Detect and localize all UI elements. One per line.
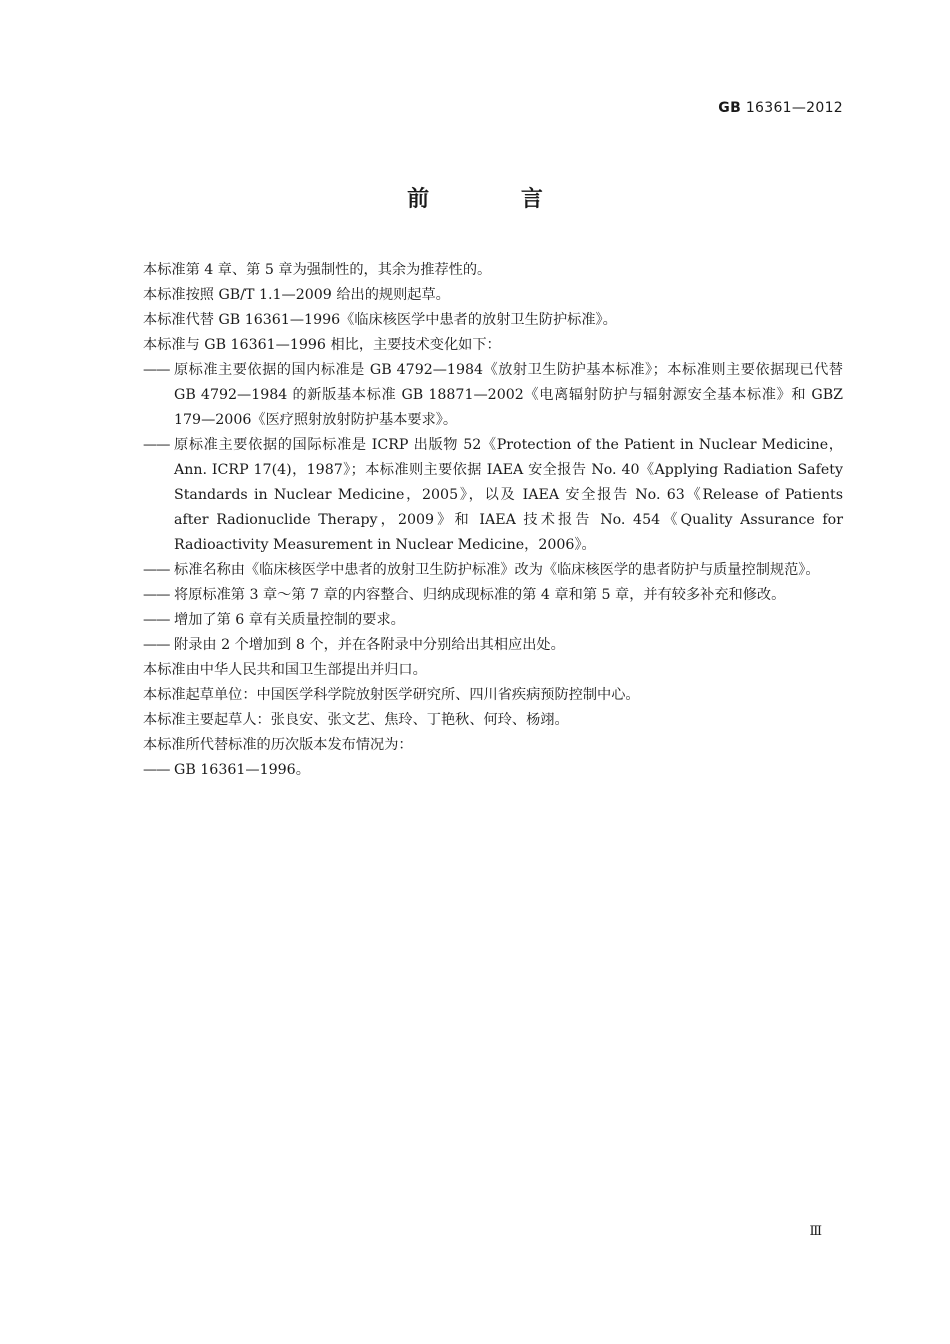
paragraph-drafting-rules: 本标准按照 GB/T 1.1—2009 给出的规则起草。 xyxy=(143,287,450,303)
change-item-text: 原标准主要依据的国际标准是 ICRP 出版物 52《Protection of the Patient in Nuclear Medicine，Ann. ICRP 17(4)，1987》；本标准则主要依据 IAEA 安全报告 No. 40《Applying Radiation Safety Standards in Nuclear Medicine，2005》，以及 IAEA 安全报告 No. 63《Release of Patients after Radionuclide Therapy，2009》和 IAEA 技术报告 No. 454《Quality Assurance for Radioactivity Measurement in Nuclear Medicine，2006》。 xyxy=(174,437,843,553)
paragraph-replaces: 本标准代替 GB 16361—1996《临床核医学中患者的放射卫生防护标准》。 xyxy=(143,312,617,328)
item-dash: —— xyxy=(143,637,170,653)
item-dash: —— xyxy=(143,562,170,578)
item-dash: —— xyxy=(143,612,170,628)
change-item-appendices xyxy=(143,633,843,658)
paragraph-changes-intro: 本标准与 GB 16361—1996 相比，主要技术变化如下： xyxy=(143,337,501,353)
change-item-domestic-basis xyxy=(143,358,843,433)
item-dash: —— xyxy=(143,362,170,378)
item-dash: —— xyxy=(143,587,170,603)
paragraph-mandatory-chapters: 本标准第 4 章、第 5 章为强制性的，其余为推荐性的。 xyxy=(143,262,492,278)
page-title: 前 言 xyxy=(407,187,585,212)
change-item-text: 标准名称由《临床核医学中患者的放射卫生防护标准》改为《临床核医学的患者防护与质量控制规范》。 xyxy=(174,562,820,578)
history-item-text: GB 16361—1996。 xyxy=(174,762,310,778)
paragraph-drafting-units: 本标准起草单位：中国医学科学院放射医学研究所、四川省疾病预防控制中心。 xyxy=(143,687,640,703)
change-item-text: 原标准主要依据的国内标准是 GB 4792—1984《放射卫生防护基本标准》；本标准则主要依据现已代替 GB 4792—1984 的新版基本标准 GB 18871—2002《电离辐射防护与辐射源安全基本标准》和 GBZ 179—2006《医疗照射放射防护基本要求》。 xyxy=(174,362,843,428)
page-number: Ⅲ xyxy=(809,1224,822,1239)
change-item-title-change xyxy=(143,558,843,583)
change-item-text: 附录由 2 个增加到 8 个，并在各附录中分别给出其相应出处。 xyxy=(174,637,565,653)
paragraph-drafters: 本标准主要起草人：张良安、张文艺、焦玲、丁艳秋、何玲、杨翊。 xyxy=(143,712,569,728)
change-item-chapter-merge xyxy=(143,583,843,608)
history-item xyxy=(143,758,843,783)
change-item-text: 增加了第 6 章有关质量控制的要求。 xyxy=(174,612,405,628)
foreword-body xyxy=(143,258,843,783)
change-item-text: 将原标准第 3 章～第 7 章的内容整合、归纳成现标准的第 4 章和第 5 章，并有较多补充和修改。 xyxy=(174,587,786,603)
standard-prefix: GB xyxy=(718,100,742,116)
item-dash: —— xyxy=(143,762,170,778)
standard-number: 16361—2012 xyxy=(745,100,843,116)
change-item-international-basis xyxy=(143,433,843,558)
item-dash: —— xyxy=(143,437,170,453)
change-item-quality-control xyxy=(143,608,843,633)
paragraph-history-intro: 本标准所代替标准的历次版本发布情况为： xyxy=(143,737,413,753)
paragraph-proposer: 本标准由中华人民共和国卫生部提出并归口。 xyxy=(143,662,427,678)
standard-code-header xyxy=(718,100,843,116)
